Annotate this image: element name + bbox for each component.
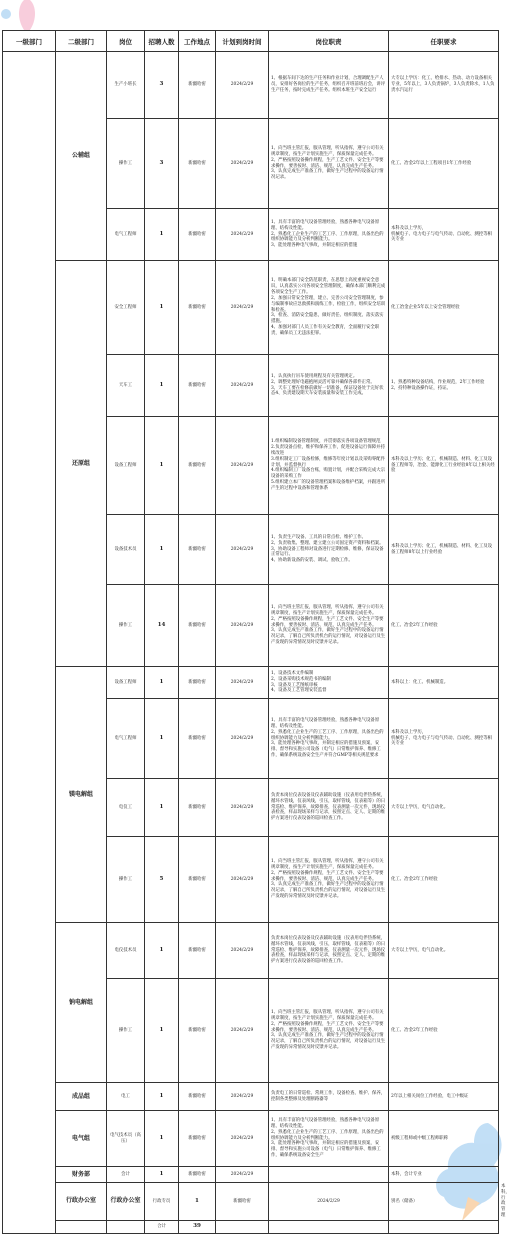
date-cell: 2024/2/29 (216, 1111, 269, 1167)
table-row (3, 667, 499, 699)
location-cell: 新疆哈密 (179, 1167, 216, 1183)
location-cell: 新疆哈密 (179, 52, 216, 119)
requirement-cell: 1、熟悉特种设备结构，作业规范，2年工作经验 2、持特种设备操作证，持证。 (389, 355, 499, 417)
table-row (3, 1083, 499, 1111)
recruitment-table (2, 30, 510, 1234)
duty-cell: 负责电工的日常巡检、常规工作，设备检查、维护、保养，控制各类整修及处理断路器等 (269, 1083, 389, 1111)
total-count: 39 (179, 1220, 216, 1233)
post-cell: 电仪技术员 (107, 923, 145, 979)
date-cell: 2024/2/29 (216, 1083, 269, 1111)
dept1-cell (3, 52, 56, 1234)
duty-cell: 别名（储备） (389, 1183, 499, 1221)
requirement-cell: 本科及以上学历；化工，机械制造、材料、化工及设备工程师8年以上行业经验 (389, 515, 499, 585)
post-cell: 操作工 (107, 585, 145, 667)
location-cell: 新疆哈密 (179, 209, 216, 261)
count-cell: 1 (145, 979, 179, 1083)
requirement-cell: 本科及以上学历， 机械电子、电力电子与电气传动、自动化、测控等相关专业 (389, 699, 499, 779)
location-cell: 新疆哈密 (179, 1083, 216, 1111)
date-cell: 2024/2/29 (216, 923, 269, 979)
date-cell: 2024/2/29 (216, 699, 269, 779)
date-cell: 2024/2/29 (269, 1183, 389, 1221)
empty-cell (107, 1220, 145, 1233)
date-cell: 2024/2/29 (216, 779, 269, 837)
location-cell: 新疆哈密 (179, 923, 216, 979)
empty-cell (56, 1220, 107, 1233)
date-cell: 2024/2/29 (216, 119, 269, 209)
date-cell: 2024/2/29 (216, 667, 269, 699)
group-name: 电气组 (56, 1111, 107, 1167)
requirement-cell: 初级工程师或中级工程师职称 (389, 1111, 499, 1167)
requirement-cell: 化工、冶金2年工作经验 (389, 585, 499, 667)
location-cell: 新疆哈密 (179, 667, 216, 699)
count-cell: 3 (145, 52, 179, 119)
requirement-cell: 大专以上学历：化工、给排水、热动、动力设备相关专业，5年以上，3人负责锅炉，3人负责除水，1人负责水汽运行 (389, 52, 499, 119)
requirement-cell: 本科以上：化工、机械制造。 (389, 667, 499, 699)
admin-dept1: 行政办公室 (56, 1183, 107, 1221)
date-cell: 2024/2/29 (216, 1167, 269, 1183)
post-cell: 操作工 (107, 837, 145, 923)
requirement-cell: 大专以上学历，电气自动化。 (389, 923, 499, 979)
count-cell: 1 (145, 1083, 179, 1111)
col-header: 招聘人数 (145, 31, 179, 52)
requirement-cell: 2年以上相关岗位工作经验，电工中级证 (389, 1083, 499, 1111)
duty-cell: 1、根据车间下达的生产任务和作业计划，合理调配生产人员，安排好各岗位的生产任务，组织召开班前班后会，讲评生产任务，按时完成生产任务。组织本班生产安全运行 (269, 52, 389, 119)
post-cell: 电气工程师 (107, 209, 145, 261)
requirement-cell: 大专以上学历，电气自动化。 (389, 779, 499, 837)
location-cell: 新疆哈密 (179, 779, 216, 837)
group-name: 公辅组 (56, 52, 107, 261)
table-row (3, 52, 499, 119)
post-cell: 电工 (107, 1083, 145, 1111)
col-header: 工作地点 (179, 31, 216, 52)
count-cell: 1 (145, 667, 179, 699)
post-cell: 设备工程师 (107, 667, 145, 699)
group-name: 钠电解组 (56, 923, 107, 1083)
table-row (3, 1111, 499, 1167)
duty-cell: 1、向当班主管汇报，服从管理，听从指挥，遵守公司有关规章制度，按生产计划实施生产，保质保量完成任务。 2、严格按照设备操作规程，生产工艺文件、安全生产等要求操作，要善按时、清洁、规范，认真完成生产任务。 3、认真完成生产准备工作，做好生产过程中的设备运行情况记录，了解自己所负责机台的运行情况，对设备运行及生产发现的异常情况及时反馈并记录。 (269, 979, 389, 1083)
post-cell: 设备工程师 (107, 417, 145, 515)
post-cell: 操作工 (107, 119, 145, 209)
location-cell: 新疆哈密 (179, 261, 216, 355)
duty-cell: 负责本岗位仪表设备及仪表辅助设施（仪表用电伴热系统，循环水管线，仪表风线，引压，取样管线，仪表箱等）的日常巡检、维护保养，故障排查，仪表测量一次元件，现场仪表检查，样品现场采样与记录，按照定点、定人、定期的维护方案进行仪表设备的巡回检查工作。 (269, 923, 389, 979)
date-cell: 2024/2/29 (216, 417, 269, 515)
requirement-cell: 本科及以上学历；化工，机械制造、材料、化工及设备工程师等，冶金、能源化工行业经验8年以上相关经验 (389, 417, 499, 515)
count-cell: 1 (145, 355, 179, 417)
post-cell: 设备技术员 (107, 515, 145, 585)
date-cell: 2024/2/29 (216, 355, 269, 417)
group-name: 还原组 (56, 261, 107, 667)
count-cell: 5 (145, 837, 179, 923)
table-row (3, 923, 499, 979)
post-cell: 天车工 (107, 355, 145, 417)
corner-decoration-top-left (0, 0, 58, 32)
count-cell: 1 (145, 1167, 179, 1183)
post-cell: 行政专员 (145, 1183, 179, 1221)
duty-cell: 1、向当班主管汇报，服从管理，听从指挥，遵守公司有关规章制度，按生产计划实施生产，保质保量完成任务。 2、严格按照设备操作规程，生产工艺文件、安全生产等要求操作，要善按时、清洁、规范，认真完成生产任务。 3、认真完成生产准备工作，做好生产过程中的设备运行情况记录，了解自己所负责机台的运行情况，对设备运行及生产发现的异常情况及时反馈并记录。 (269, 837, 389, 923)
col-header: 一级部门 (3, 31, 56, 52)
col-header: 岗位 (107, 31, 145, 52)
date-cell: 2024/2/29 (216, 261, 269, 355)
total-label: 合计 (145, 1220, 179, 1233)
col-header: 二级部门 (56, 31, 107, 52)
count-cell: 14 (145, 585, 179, 667)
count-cell: 1 (179, 1183, 216, 1221)
group-name: 镁电解组 (56, 667, 107, 923)
duty-cell: 负责本岗位仪表设备及仪表辅助设施（仪表用电伴热系统，循环水管线，仪表风线，引压，取样管线，仪表箱等）的日常巡检、维护保养，故障排查，仪表测量一次元件，现场仪表检查，样品现场采样与记录，按照定点、定人、定期的维护方案进行仪表设备的巡回检查工作。 (269, 779, 389, 837)
empty-cell (269, 1220, 389, 1233)
col-header: 岗位职责 (269, 31, 389, 52)
post-cell: 电气工程师 (107, 699, 145, 779)
table-row (3, 1167, 499, 1183)
count-cell: 1 (145, 699, 179, 779)
post-cell: 电气技术员（高压） (107, 1111, 145, 1167)
post-cell: 电仪工 (107, 779, 145, 837)
requirement-cell: 化工、冶金2年工作经验 (389, 979, 499, 1083)
duty-cell: 1、具有丰富的电气设备管理经验，熟悉各种电气设备原理、结构及性能。 2、熟悉化工企业生产的工艺工序、工作原理，具备出色的组织协调能力及分析判断能力。 3、能处理各种电气事故，并制定相应的措施及预案，安排、督导和实施公司设备（电气）日常维护保养、维修工作，确保系统设备安全生产 (269, 1111, 389, 1167)
total-row (3, 1220, 499, 1233)
location-cell: 新疆哈密 (179, 515, 216, 585)
date-cell: 2024/2/29 (216, 979, 269, 1083)
location-cell: 新疆哈密 (179, 417, 216, 515)
date-cell: 2024/2/29 (216, 585, 269, 667)
location-cell: 新疆哈密 (179, 699, 216, 779)
date-cell: 2024/2/29 (216, 515, 269, 585)
requirement-cell: 化工、冶金2年以上工程项目1年工作经验 (389, 119, 499, 209)
location-cell: 新疆哈密 (179, 837, 216, 923)
date-cell: 2024/2/29 (216, 837, 269, 923)
duty-cell: 1、向当班主管汇报，服从管理，听从指挥，遵守公司有关规章制度，按生产计划实施生产，保质保量完成任务。 2、严格按照设备操作规程，生产工艺文件、安全生产等要求操作，要善按时、清洁、规范，认真完成生产任务。 3、认真完成生产准备工作，做好生产过程中的设备运行情况记录，了解自己所负责机台的运行情况，对设备运行及生产发现的异常情况及时反馈并记录。 (269, 585, 389, 667)
empty-cell (389, 1220, 499, 1233)
duty-cell: 1、明确本部门安全防范职责，在思想上高度重视安全意识，认真落实公司各项安全管理制度，确保本部门顺利完成各项安全生产工作。 2、加强日常安全管理，建立、完善公司安全管理制度，参与编制事故应急救援和演练工作，检验工作，组织安全培训和检查。 3、检查、消防安全隐患，做好责任、组织制度、落实落实措施。 4、加强对部门人员工作有关安全教育，全面履行安全职责，确保员工无违法犯罪。 (269, 261, 389, 355)
admin-dept2: 行政办公室 (107, 1183, 145, 1221)
requirement-cell: 本科及以上学历， 机械电子、电力电子与电气传动、自动化、测控等相关专业 (389, 209, 499, 261)
header-row (3, 31, 499, 52)
count-cell: 1 (145, 1111, 179, 1167)
duty-cell: 1、具有丰富的电气设备管理经验，熟悉各种电气设备原理、结构及性能。 2、熟悉化工企业生产的工艺工序、工作原理，具备出色的组织协调能力及分析判断能力。 3、能处理各种电气事故，并制定相应的措施及预案，安排、督导和实施公司设备（电气）日常维护保养、维修工作，确保系统设备安全生产并符合GMP等相关规范要求 (269, 699, 389, 779)
count-cell: 3 (145, 119, 179, 209)
empty-cell (216, 1220, 269, 1233)
post-cell: 会计 (107, 1167, 145, 1183)
post-cell: 安全工程师 (107, 261, 145, 355)
date-cell: 2024/2/29 (216, 209, 269, 261)
duty-cell: 1、设备技术文件编制 2、设备采购技术规范书的编制 3、设备及工艺图纸审核 4、设备及工艺管理安装监督 (269, 667, 389, 699)
location-cell: 新疆哈密 (216, 1183, 269, 1221)
duty-cell: 1、具有丰富的电气设备管理经验，熟悉各种电气设备原理、结构及性能。 2、熟悉化工企业生产的工艺工序、工作原理，具备出色的组织协调能力及分析判断能力。 3、能处理各种电气事故，并制定相应的措施 (269, 209, 389, 261)
table-row: 行政办公室 行政办公室 行政专员 1 新疆哈密 2024/2/29 别名（储备） 本科，行政管理 (3, 1183, 499, 1221)
requirement-cell: 本科，会计专业 (389, 1167, 499, 1183)
post-cell: 操作工 (107, 979, 145, 1083)
table-row (3, 261, 499, 355)
col-header: 计划到岗时间 (216, 31, 269, 52)
count-cell: 1 (145, 923, 179, 979)
requirement-cell: 化工冶金企业5年以上安全管理经验 (389, 261, 499, 355)
requirement-cell: 化工、冶金2年工作经验 (389, 837, 499, 923)
location-cell: 新疆哈密 (179, 355, 216, 417)
count-cell: 1 (145, 417, 179, 515)
count-cell: 1 (145, 779, 179, 837)
count-cell: 1 (145, 515, 179, 585)
location-cell: 新疆哈密 (179, 1111, 216, 1167)
duty-cell: 1、认真执行吊车使用规程及有关管理规定。 2、调整处理好电磁抱闸灵活可靠并确保各部件正常。 3、天车工要在检修前做好一切准备，保证设备处于完好状态4、负责建设期天车安装质量和安装工作完成。 (269, 355, 389, 417)
location-cell: 新疆哈密 (179, 585, 216, 667)
post-cell: 生产小班长 (107, 52, 145, 119)
date-cell: 2024/2/29 (216, 52, 269, 119)
group-name: 财务部 (56, 1167, 107, 1183)
duty-cell: 1、向当班主管汇报，服从管理，听从指挥，遵守公司有关规章制度，按生产计划实施生产，保质保量完成任务。 2、严格按照设备操作规程，生产工艺文件、安全生产等要求操作，要善按时、清洁、规范，认真完成生产任务。 3、认真完成生产准备工作，做好生产过程中的设备运行情况记录。 (269, 119, 389, 209)
count-cell: 1 (145, 209, 179, 261)
location-cell: 新疆哈密 (179, 979, 216, 1083)
duty-cell (269, 1167, 389, 1183)
col-header: 任职要求 (389, 31, 499, 52)
duty-cell: 1、负责生产设备、工具的日常点检、维护工作。 2、负责收集、整理、建立建立公司固定资产资料和档案。 3、协助设备工程师对设备进行定期检修、维修，保证设备正常运行。 4、协助新设备的安装、调试、验收工作。 (269, 515, 389, 585)
group-name: 成品组 (56, 1083, 107, 1111)
location-cell: 新疆哈密 (179, 119, 216, 209)
duty-cell: 1.组织编制设备管理制度，并贯彻落实各项设备管理规范 2.负责设备点检，维护和保养工作，促进设备运行保障并持续改进 3.组织制定工厂设备检修，维修等年度计划以及采购零配件计划，并监督执行 4.组织编制工厂设备台账，购置计划，并配合采购完成大宗设备的采购工作 5.组织建立本厂的设备管理档案和设备维护档案，并跟进所产生的过程中设备和管理体系 (269, 417, 389, 515)
count-cell: 1 (145, 261, 179, 355)
